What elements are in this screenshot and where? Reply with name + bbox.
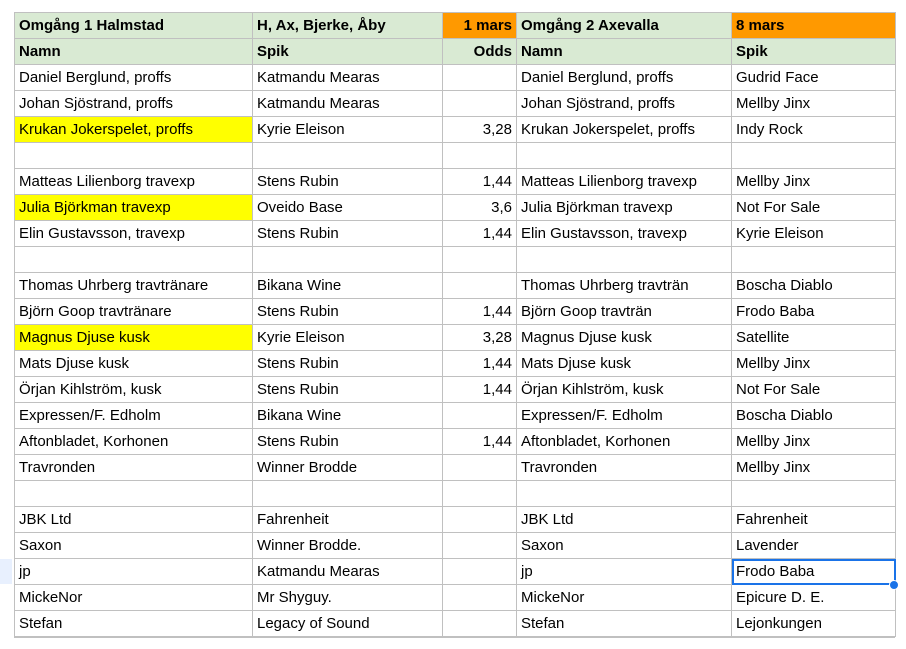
header-row-round — [15, 13, 896, 39]
cell-odds[interactable] — [443, 533, 517, 559]
cell-name-round1[interactable]: JBK Ltd — [15, 507, 253, 533]
cell-name-round2[interactable]: Björn Goop travträn — [517, 299, 732, 325]
cell-name-round2[interactable]: Johan Sjöstrand, proffs — [517, 91, 732, 117]
table-row — [15, 195, 896, 221]
cell-odds[interactable]: 1,44 — [443, 169, 517, 195]
cell-name-round1[interactable]: Julia Björkman travexp — [15, 195, 253, 221]
cell-spik-round1[interactable]: Stens Rubin — [253, 221, 443, 247]
cell-odds[interactable] — [443, 247, 517, 273]
cell-name-round2[interactable] — [517, 247, 732, 273]
cell-name-round1[interactable] — [15, 247, 253, 273]
cell-odds[interactable] — [443, 481, 517, 507]
selected-row-marker — [0, 559, 12, 584]
cell-odds[interactable] — [443, 403, 517, 429]
cell-spik-round2[interactable]: Mellby Jinx — [732, 351, 896, 377]
cell-name-round1[interactable]: Örjan Kihlström, kusk — [15, 377, 253, 403]
cell-spik-round1[interactable] — [253, 481, 443, 507]
cell-spik-round1[interactable]: Kyrie Eleison — [253, 325, 443, 351]
col-header-spik2[interactable]: Spik — [732, 39, 896, 65]
cell-name-round1[interactable]: Expressen/F. Edholm — [15, 403, 253, 429]
header-row-columns — [15, 39, 896, 65]
cell-spik-round1[interactable]: Fahrenheit — [253, 507, 443, 533]
cell-name-round1[interactable]: jp — [15, 559, 253, 585]
cell-name-round2[interactable] — [517, 481, 732, 507]
cell-odds[interactable]: 1,44 — [443, 429, 517, 455]
cell-spik-round2[interactable]: Boscha Diablo — [732, 403, 896, 429]
cell-name-round2[interactable]: Magnus Djuse kusk — [517, 325, 732, 351]
cell-odds[interactable] — [443, 611, 517, 637]
col-header-odds[interactable]: Odds — [443, 39, 517, 65]
cell-spik-round1[interactable]: Katmandu Mearas — [253, 559, 443, 585]
cell-name-round2[interactable]: Krukan Jokerspelet, proffs — [517, 117, 732, 143]
table-row — [15, 351, 896, 377]
cell-spik-round1[interactable]: Legacy of Sound — [253, 611, 443, 637]
table-row — [15, 143, 896, 169]
table-row — [15, 559, 896, 585]
cell-spik-round1[interactable]: Stens Rubin — [253, 169, 443, 195]
cell-spik-round2[interactable]: Kyrie Eleison — [732, 221, 896, 247]
cell-spik-round2[interactable]: Lejonkungen — [732, 611, 896, 637]
cell-odds[interactable] — [443, 585, 517, 611]
cell-spik-round2[interactable]: Mellby Jinx — [732, 91, 896, 117]
cell-name-round2[interactable]: Elin Gustavsson, travexp — [517, 221, 732, 247]
table-row — [15, 481, 896, 507]
cell-name-round2[interactable]: Aftonbladet, Korhonen — [517, 429, 732, 455]
col-header-spik1[interactable]: Spik — [253, 39, 443, 65]
cell-spik-round2[interactable]: Not For Sale — [732, 195, 896, 221]
cell-spik-round1[interactable]: Katmandu Mearas — [253, 65, 443, 91]
cell-spik-round2[interactable]: Mellby Jinx — [732, 429, 896, 455]
cell-spik-round1[interactable] — [253, 143, 443, 169]
table-row — [15, 429, 896, 455]
cell-spik-round2[interactable]: Mellby Jinx — [732, 169, 896, 195]
cell-name-round2[interactable]: Stefan — [517, 611, 732, 637]
cell-odds[interactable] — [443, 65, 517, 91]
cell-spik-round2[interactable]: Boscha Diablo — [732, 273, 896, 299]
table-row — [15, 377, 896, 403]
cell-round1-title[interactable]: Omgång 1 Halmstad — [15, 13, 253, 39]
cell-spik-round2[interactable]: Mellby Jinx — [732, 455, 896, 481]
table-row — [15, 533, 896, 559]
cell-spik-round2[interactable]: Satellite — [732, 325, 896, 351]
cell-name-round1[interactable]: Stefan — [15, 611, 253, 637]
cell-name-round1[interactable]: Elin Gustavsson, travexp — [15, 221, 253, 247]
cell-spik-round1[interactable]: Stens Rubin — [253, 299, 443, 325]
table-row — [15, 611, 896, 637]
table-row — [15, 91, 896, 117]
cell-odds[interactable]: 1,44 — [443, 377, 517, 403]
cell-spik-round2[interactable]: Epicure D. E. — [732, 585, 896, 611]
cell-name-round2[interactable]: Expressen/F. Edholm — [517, 403, 732, 429]
cell-name-round2[interactable]: Matteas Lilienborg travexp — [517, 169, 732, 195]
cell-name-round2[interactable]: Julia Björkman travexp — [517, 195, 732, 221]
table-row — [15, 221, 896, 247]
cell-name-round1[interactable] — [15, 143, 253, 169]
cell-name-round2[interactable]: Saxon — [517, 533, 732, 559]
selection-fill-handle[interactable] — [889, 580, 899, 590]
grid-bottom-line — [14, 637, 895, 638]
cell-odds[interactable]: 3,28 — [443, 117, 517, 143]
cell-spik-round2[interactable]: Indy Rock — [732, 117, 896, 143]
cell-name-round1[interactable]: Aftonbladet, Korhonen — [15, 429, 253, 455]
cell-spik-round2[interactable] — [732, 143, 896, 169]
cell-name-round1[interactable]: Travronden — [15, 455, 253, 481]
cell-spik-round1[interactable]: Winner Brodde — [253, 455, 443, 481]
cell-spik-round2[interactable]: Gudrid Face — [732, 65, 896, 91]
cell-spik-round1[interactable]: Stens Rubin — [253, 377, 443, 403]
cell-spik-round2[interactable]: Fahrenheit — [732, 507, 896, 533]
col-header-name2[interactable]: Namn — [517, 39, 732, 65]
results-table — [14, 12, 896, 637]
cell-spik-round2[interactable]: Not For Sale — [732, 377, 896, 403]
cell-name-round2[interactable] — [517, 143, 732, 169]
cell-odds[interactable] — [443, 507, 517, 533]
cell-spik-round1[interactable]: Bikana Wine — [253, 403, 443, 429]
cell-spik-round1[interactable]: Stens Rubin — [253, 351, 443, 377]
cell-name-round1[interactable]: Daniel Berglund, proffs — [15, 65, 253, 91]
cell-name-round1[interactable]: Björn Goop travtränare — [15, 299, 253, 325]
cell-name-round1[interactable] — [15, 481, 253, 507]
cell-spik-round1[interactable]: Mr Shyguy. — [253, 585, 443, 611]
cell-name-round2[interactable]: jp — [517, 559, 732, 585]
cell-spik-round2[interactable] — [732, 481, 896, 507]
cell-name-round2[interactable]: Mats Djuse kusk — [517, 351, 732, 377]
cell-odds[interactable] — [443, 91, 517, 117]
cell-name-round1[interactable]: Krukan Jokerspelet, proffs — [15, 117, 253, 143]
cell-odds[interactable] — [443, 559, 517, 585]
cell-odds[interactable]: 1,44 — [443, 221, 517, 247]
table-row — [15, 117, 896, 143]
cell-spik-round1[interactable]: Oveido Base — [253, 195, 443, 221]
cell-name-round2[interactable]: Thomas Uhrberg travträn — [517, 273, 732, 299]
cell-spik-round1[interactable] — [253, 247, 443, 273]
cell-name-round2[interactable]: Daniel Berglund, proffs — [517, 65, 732, 91]
col-header-name1[interactable]: Namn — [15, 39, 253, 65]
cell-spik-round1[interactable]: Katmandu Mearas — [253, 91, 443, 117]
cell-name-round1[interactable]: Saxon — [15, 533, 253, 559]
active-cell[interactable]: Frodo Baba — [732, 559, 896, 585]
cell-name-round1[interactable]: Mats Djuse kusk — [15, 351, 253, 377]
cell-name-round1[interactable]: Magnus Djuse kusk — [15, 325, 253, 351]
cell-round2-title[interactable]: Omgång 2 Axevalla — [517, 13, 732, 39]
cell-name-round2[interactable]: JBK Ltd — [517, 507, 732, 533]
cell-name-round1[interactable]: Matteas Lilienborg travexp — [15, 169, 253, 195]
table-row — [15, 455, 896, 481]
cell-round1-date[interactable]: 1 mars — [443, 13, 517, 39]
table-row — [15, 585, 896, 611]
cell-spik-round2[interactable]: Lavender — [732, 533, 896, 559]
cell-tracks[interactable]: H, Ax, Bjerke, Åby — [253, 13, 443, 39]
cell-spik-round2[interactable]: Frodo Baba — [732, 299, 896, 325]
cell-name-round2[interactable]: MickeNor — [517, 585, 732, 611]
cell-spik-round1[interactable]: Stens Rubin — [253, 429, 443, 455]
cell-odds[interactable]: 3,28 — [443, 325, 517, 351]
table-row — [15, 169, 896, 195]
cell-odds[interactable] — [443, 143, 517, 169]
cell-odds[interactable]: 1,44 — [443, 351, 517, 377]
table-row — [15, 299, 896, 325]
cell-name-round2[interactable]: Travronden — [517, 455, 732, 481]
cell-odds[interactable] — [443, 273, 517, 299]
table-row — [15, 247, 896, 273]
table-row — [15, 273, 896, 299]
cell-name-round1[interactable]: MickeNor — [15, 585, 253, 611]
cell-spik-round2[interactable] — [732, 247, 896, 273]
table-row — [15, 325, 896, 351]
cell-name-round1[interactable]: Johan Sjöstrand, proffs — [15, 91, 253, 117]
table-row — [15, 65, 896, 91]
cell-round2-date[interactable]: 8 mars — [732, 13, 896, 39]
cell-name-round1[interactable]: Thomas Uhrberg travtränare — [15, 273, 253, 299]
cell-odds[interactable]: 3,6 — [443, 195, 517, 221]
cell-spik-round1[interactable]: Bikana Wine — [253, 273, 443, 299]
table-row — [15, 507, 896, 533]
cell-odds[interactable] — [443, 455, 517, 481]
cell-spik-round1[interactable]: Kyrie Eleison — [253, 117, 443, 143]
table-row — [15, 403, 896, 429]
cell-name-round2[interactable]: Örjan Kihlström, kusk — [517, 377, 732, 403]
cell-spik-round1[interactable]: Winner Brodde. — [253, 533, 443, 559]
cell-odds[interactable]: 1,44 — [443, 299, 517, 325]
